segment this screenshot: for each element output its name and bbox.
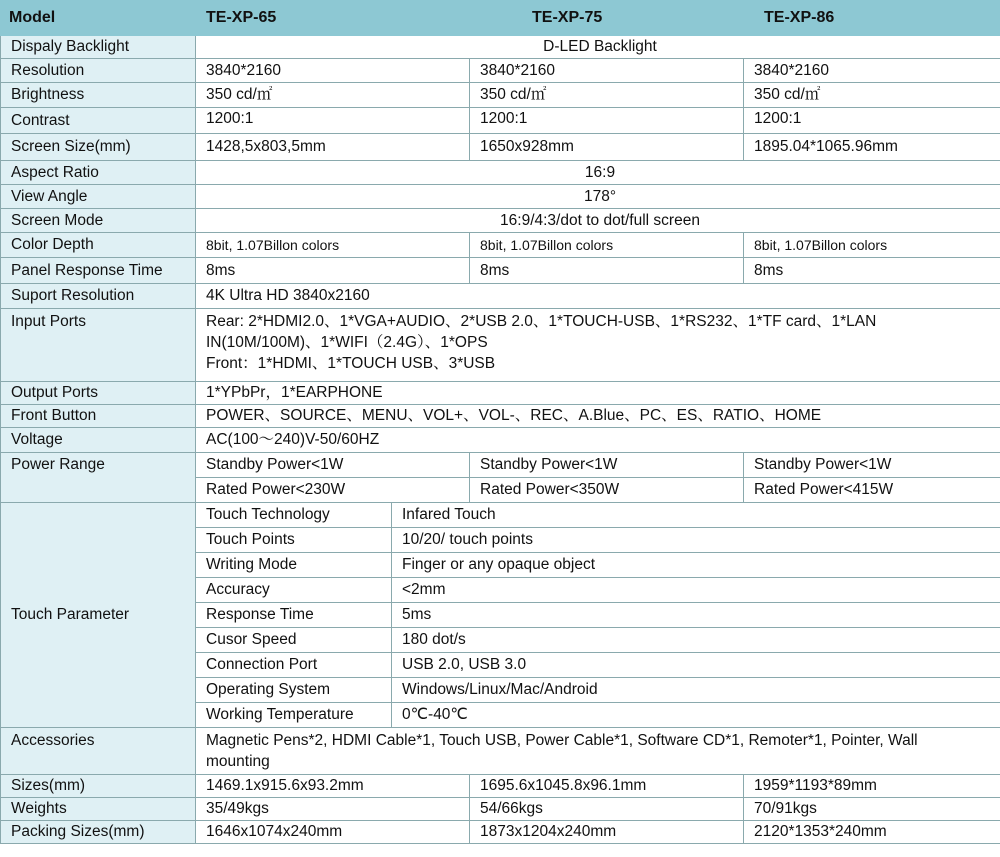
header-te-xp-86: TE-XP-86 bbox=[744, 1, 1000, 36]
value-response-65: 8ms bbox=[196, 258, 470, 284]
row-accessories bbox=[1, 728, 1000, 775]
value-resolution-75: 3840*2160 bbox=[470, 59, 744, 83]
label-output-ports: Output Ports bbox=[1, 382, 196, 405]
value-brightness-75: 350 cd/㎡ bbox=[470, 83, 744, 108]
header-te-xp-75: TE-XP-75 bbox=[392, 1, 744, 36]
value-standby-65: Standby Power<1W bbox=[196, 453, 470, 478]
row-weights bbox=[1, 798, 1000, 821]
label-aspect: Aspect Ratio bbox=[1, 161, 196, 185]
row-screen-mode bbox=[1, 209, 1000, 233]
value-sizes-86: 1959*1193*89mm bbox=[744, 775, 1000, 798]
row-touch-0 bbox=[1, 503, 1000, 528]
value-screen-size-65: 1428,5x803,5mm bbox=[196, 134, 470, 161]
row-contrast bbox=[1, 108, 1000, 134]
row-color-depth bbox=[1, 233, 1000, 258]
label-front-button: Front Button bbox=[1, 405, 196, 428]
value-color-depth-86: 8bit, 1.07Billon colors bbox=[744, 233, 1000, 258]
input-ports-line-3: Front：1*HDMI、1*TOUCH USB、3*USB bbox=[206, 355, 496, 372]
label-sizes: Sizes(mm) bbox=[1, 775, 196, 798]
row-power-standby bbox=[1, 453, 1000, 478]
value-view-angle: 178° bbox=[196, 185, 1000, 209]
row-aspect bbox=[1, 161, 1000, 185]
header-te-xp-65: TE-XP-65 bbox=[196, 1, 392, 36]
accessories-line-1: Magnetic Pens*2, HDMI Cable*1, Touch USB, Power Cable*1, Software CD*1, Remoter*1, Pointer, Wall bbox=[206, 732, 918, 749]
label-contrast: Contrast bbox=[1, 108, 196, 134]
value-weights-65: 35/49kgs bbox=[196, 798, 470, 821]
row-front-button bbox=[1, 405, 1000, 428]
value-brightness-86: 350 cd/㎡ bbox=[744, 83, 1000, 108]
row-voltage bbox=[1, 428, 1000, 453]
value-contrast-65: 1200:1 bbox=[196, 108, 470, 134]
label-accessories: Accessories bbox=[1, 728, 196, 775]
value-voltage: AC(100～240)V-50/60HZ bbox=[196, 428, 1000, 453]
value-weights-86: 70/91kgs bbox=[744, 798, 1000, 821]
value-standby-86: Standby Power<1W bbox=[744, 453, 1000, 478]
label-view-angle: View Angle bbox=[1, 185, 196, 209]
accessories-line-2: mounting bbox=[206, 753, 270, 770]
label-power-range: Power Range bbox=[1, 453, 196, 503]
label-touch-parameter: Touch Parameter bbox=[1, 503, 196, 728]
input-ports-line-1: Rear: 2*HDMI2.0、1*VGA+AUDIO、2*USB 2.0、1*TOUCH-USB、1*RS232、1*TF card、1*LAN bbox=[206, 313, 877, 330]
touch-name-4: Response Time bbox=[196, 603, 392, 628]
touch-name-5: Cusor Speed bbox=[196, 628, 392, 653]
touch-name-6: Connection Port bbox=[196, 653, 392, 678]
touch-value-5: 180 dot/s bbox=[392, 628, 1000, 653]
row-response bbox=[1, 258, 1000, 284]
label-backlight: Dispaly Backlight bbox=[1, 36, 196, 59]
touch-value-3: <2mm bbox=[392, 578, 1000, 603]
value-resolution-65: 3840*2160 bbox=[196, 59, 470, 83]
value-screen-mode: 16:9/4:3/dot to dot/full screen bbox=[196, 209, 1000, 233]
value-response-75: 8ms bbox=[470, 258, 744, 284]
value-front-button: POWER、SOURCE、MENU、VOL+、VOL-、REC、A.Blue、PC、ES、RATIO、HOME bbox=[196, 405, 1000, 428]
label-color-depth: Color Depth bbox=[1, 233, 196, 258]
input-ports-line-2: IN(10M/100M)、1*WIFI（2.4G）、1*OPS bbox=[206, 334, 488, 351]
label-weights: Weights bbox=[1, 798, 196, 821]
touch-value-4: 5ms bbox=[392, 603, 1000, 628]
value-backlight: D-LED Backlight bbox=[196, 36, 1000, 59]
value-rated-75: Rated Power<350W bbox=[470, 478, 744, 503]
row-support-resolution bbox=[1, 284, 1000, 309]
touch-value-7: Windows/Linux/Mac/Android bbox=[392, 678, 1000, 703]
value-packing-75: 1873x1204x240mm bbox=[470, 821, 744, 844]
touch-value-0: Infared Touch bbox=[392, 503, 1000, 528]
label-screen-size: Screen Size(mm) bbox=[1, 134, 196, 161]
label-voltage: Voltage bbox=[1, 428, 196, 453]
value-standby-75: Standby Power<1W bbox=[470, 453, 744, 478]
touch-value-8: 0℃-40℃ bbox=[392, 703, 1000, 728]
label-support-resolution: Suport Resolution bbox=[1, 284, 196, 309]
header-model: Model bbox=[1, 1, 196, 36]
value-resolution-86: 3840*2160 bbox=[744, 59, 1000, 83]
touch-name-2: Writing Mode bbox=[196, 553, 392, 578]
row-screen-size bbox=[1, 134, 1000, 161]
row-brightness bbox=[1, 83, 1000, 108]
value-rated-86: Rated Power<415W bbox=[744, 478, 1000, 503]
row-backlight bbox=[1, 36, 1000, 59]
value-input-ports bbox=[196, 309, 1000, 382]
value-sizes-75: 1695.6x1045.8x96.1mm bbox=[470, 775, 744, 798]
touch-value-1: 10/20/ touch points bbox=[392, 528, 1000, 553]
header-row bbox=[1, 1, 1000, 36]
touch-name-1: Touch Points bbox=[196, 528, 392, 553]
label-screen-mode: Screen Mode bbox=[1, 209, 196, 233]
row-input-ports bbox=[1, 309, 1000, 382]
label-resolution: Resolution bbox=[1, 59, 196, 83]
value-contrast-86: 1200:1 bbox=[744, 108, 1000, 134]
touch-value-2: Finger or any opaque object bbox=[392, 553, 1000, 578]
value-aspect: 16:9 bbox=[196, 161, 1000, 185]
row-view-angle bbox=[1, 185, 1000, 209]
value-contrast-75: 1200:1 bbox=[470, 108, 744, 134]
value-response-86: 8ms bbox=[744, 258, 1000, 284]
touch-value-6: USB 2.0, USB 3.0 bbox=[392, 653, 1000, 678]
value-packing-86: 2120*1353*240mm bbox=[744, 821, 1000, 844]
value-accessories bbox=[196, 728, 1000, 775]
touch-name-3: Accuracy bbox=[196, 578, 392, 603]
touch-name-7: Operating System bbox=[196, 678, 392, 703]
label-packing: Packing Sizes(mm) bbox=[1, 821, 196, 844]
label-response: Panel Response Time bbox=[1, 258, 196, 284]
value-sizes-65: 1469.1x915.6x93.2mm bbox=[196, 775, 470, 798]
row-resolution bbox=[1, 59, 1000, 83]
value-output-ports: 1*YPbPr，1*EARPHONE bbox=[196, 382, 1000, 405]
value-support-resolution: 4K Ultra HD 3840x2160 bbox=[196, 284, 1000, 309]
row-output-ports bbox=[1, 382, 1000, 405]
value-screen-size-86: 1895.04*1065.96mm bbox=[744, 134, 1000, 161]
label-brightness: Brightness bbox=[1, 83, 196, 108]
value-color-depth-75: 8bit, 1.07Billon colors bbox=[470, 233, 744, 258]
row-sizes bbox=[1, 775, 1000, 798]
touch-name-8: Working Temperature bbox=[196, 703, 392, 728]
value-brightness-65: 350 cd/㎡ bbox=[196, 83, 470, 108]
value-color-depth-65: 8bit, 1.07Billon colors bbox=[196, 233, 470, 258]
touch-name-0: Touch Technology bbox=[196, 503, 392, 528]
value-weights-75: 54/66kgs bbox=[470, 798, 744, 821]
value-rated-65: Rated Power<230W bbox=[196, 478, 470, 503]
label-input-ports: Input Ports bbox=[1, 309, 196, 382]
value-screen-size-75: 1650x928mm bbox=[470, 134, 744, 161]
row-packing bbox=[1, 821, 1000, 844]
value-packing-65: 1646x1074x240mm bbox=[196, 821, 470, 844]
